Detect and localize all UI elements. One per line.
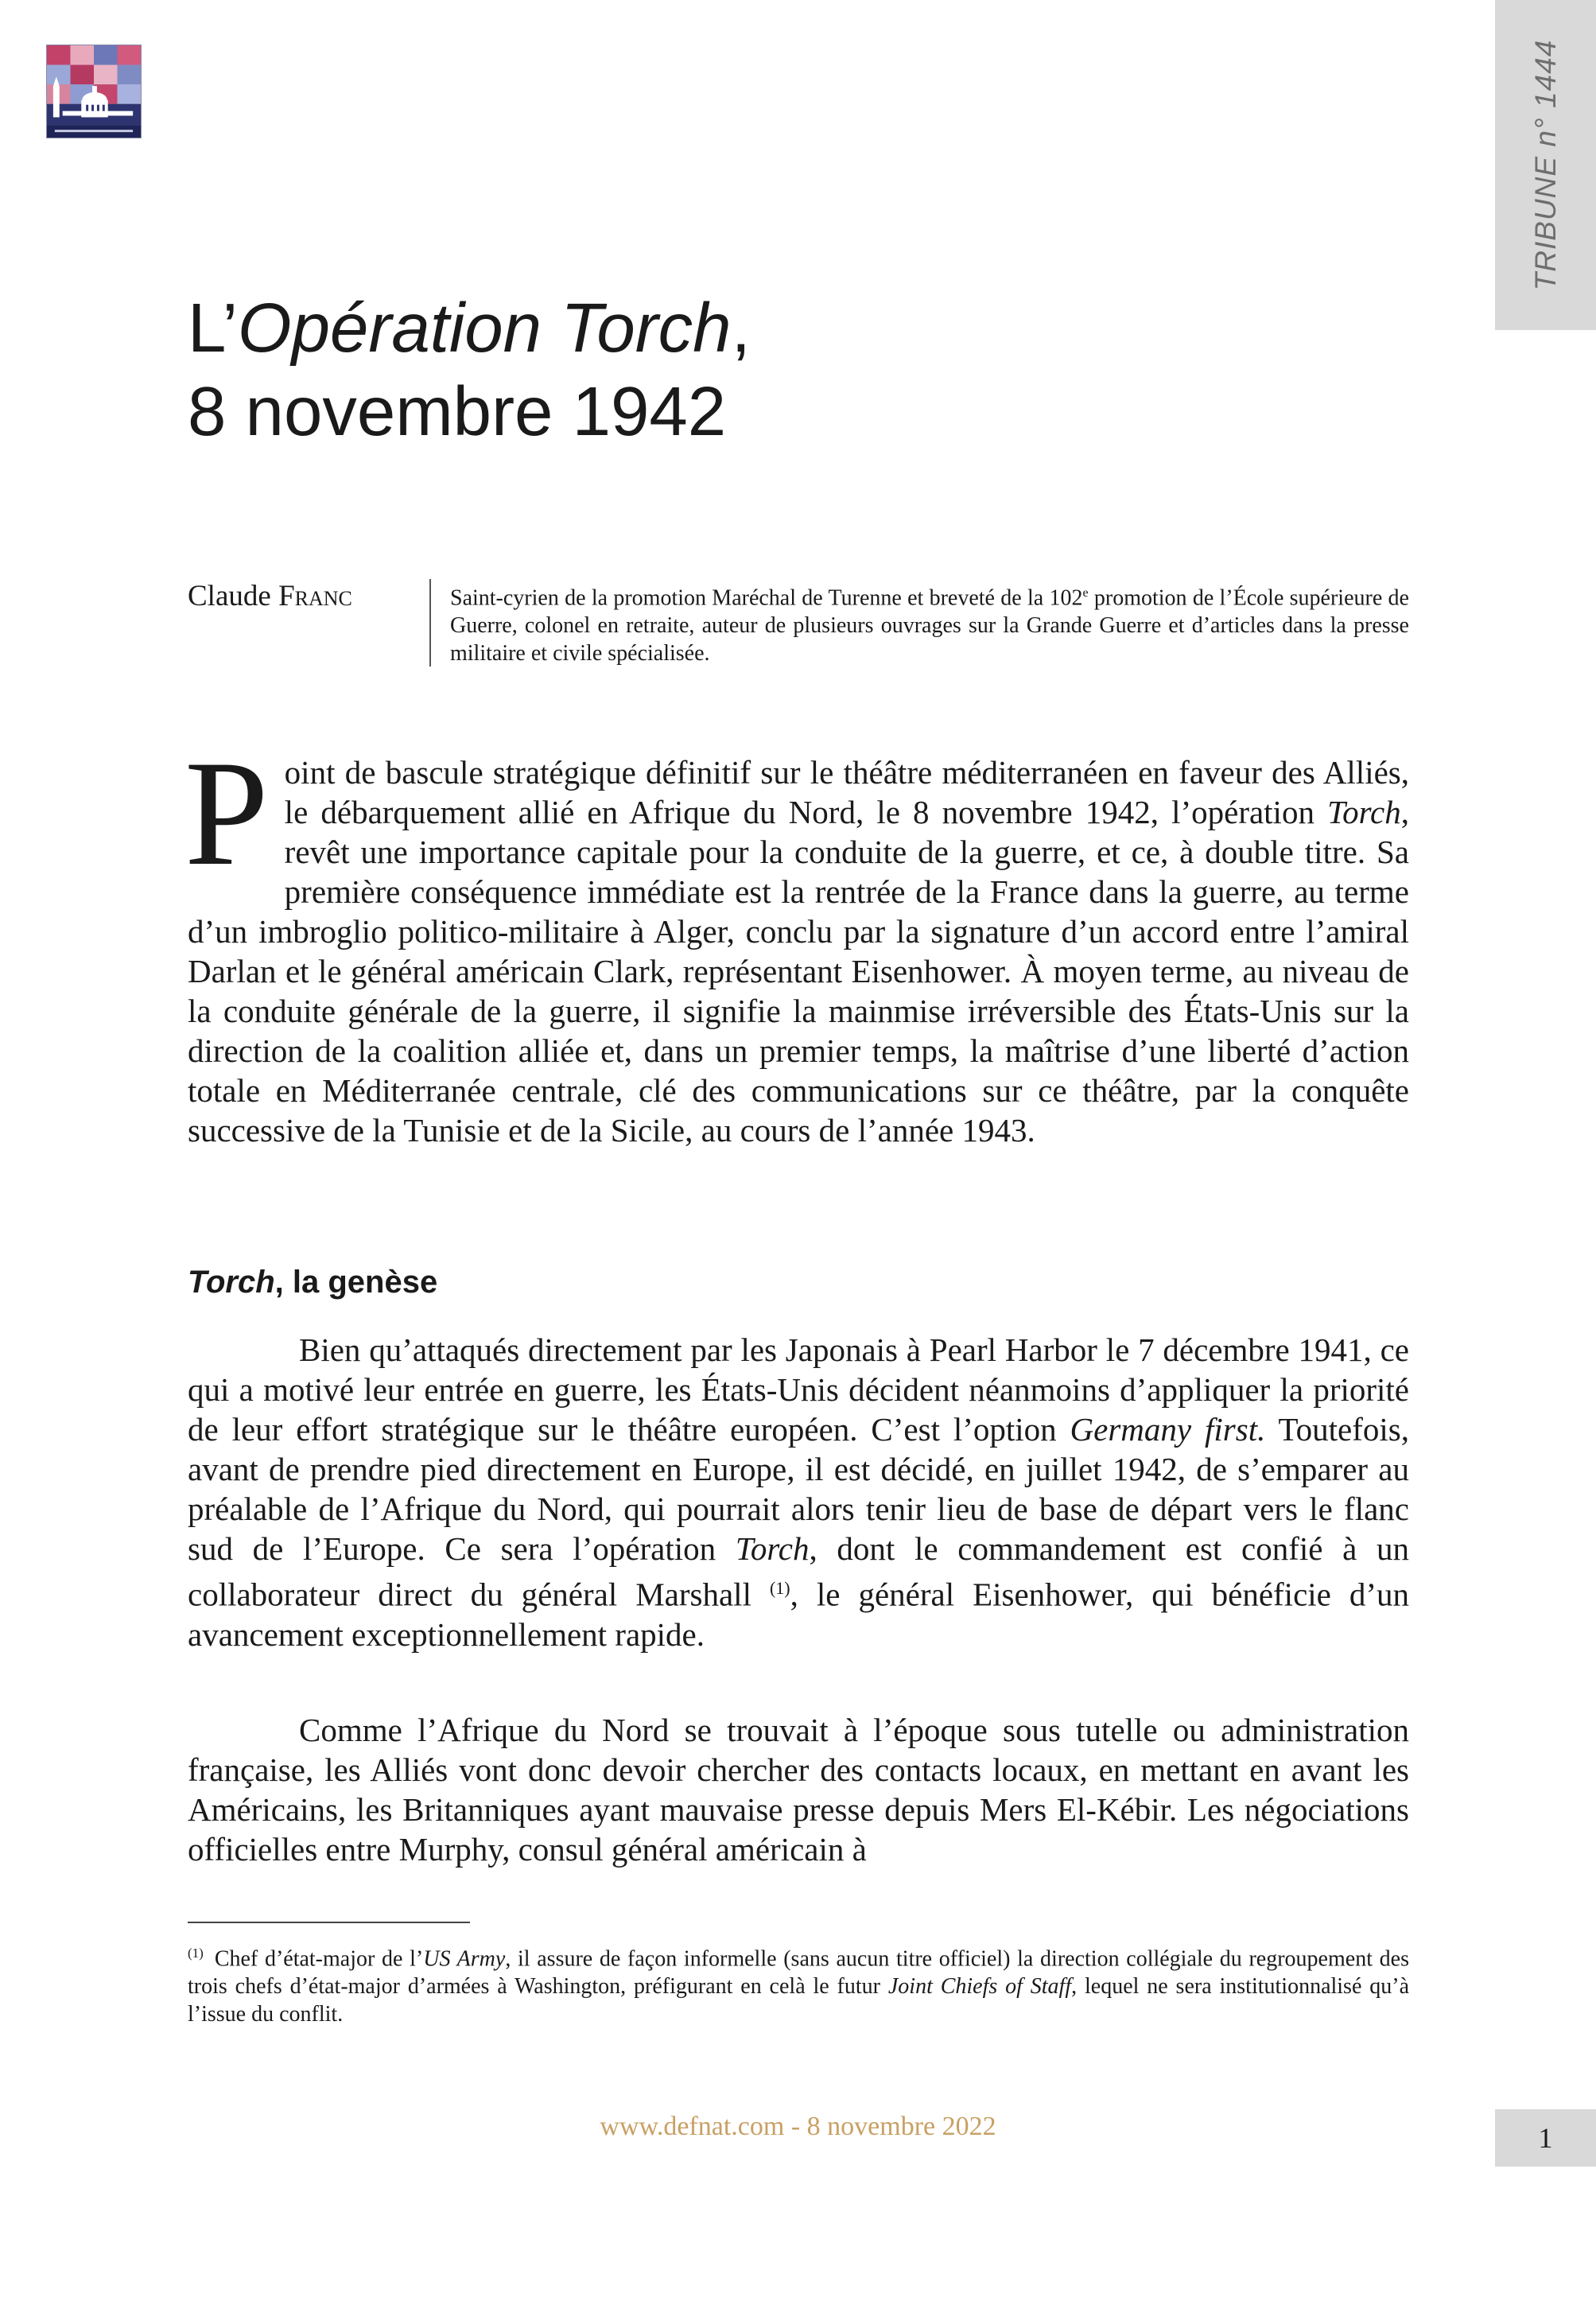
author-bio: Saint-cyrien de la promotion Maréchal de Turenne et breveté de la 102e promotion de l’École supérieure de Guerre, colonel en retraite, auteur de plusieurs ouvrages sur la Grande Guerre et d’articles dans la presse militaire et civile spécialisée. bbox=[450, 585, 1409, 667]
tribune-label: TRIBUNE n° 1444 bbox=[1528, 39, 1562, 291]
article-title bbox=[188, 286, 1380, 453]
footnote: $^{(1)}$ Chef d’état-major de l’US Army, il assure de façon informelle (sans aucun titre officiel) la direction collégiale du regroupement des trois chefs d’état-major d’armées à Washington, préfigurant en celà le futur Joint Chiefs of Staff, lequel ne sera institutionnalisé qu’à l’issue du conflit. bbox=[188, 1945, 1409, 2027]
title-line-1: L’Opération Torch, bbox=[188, 290, 751, 367]
body-paragraph-1: Bien qu’attaqués directement par les Japonais à Pearl Harbor le 7 décembre 1941, ce qui a motivé leur entrée en guerre, les États-Unis décident néanmoins d’appliquer la priorité de leur effort stratégique sur le théâtre européen. C’est l’option Germany first. Toutefois, avant de prendre pied directement en Europe, il est décidé, en juillet 1942, de s’emparer au préalable de l’Afrique du Nord, qui pourrait alors tenir lieu de base de départ vers le flanc sud de l’Europe. Ce sera l’opération Torch, dont le commandement est confié à un collaborateur direct du général Marshall $^{(1)}$, le général Eisenhower, qui bénéficie d’un avancement exceptionnellement rapide. bbox=[188, 1331, 1410, 1653]
footnote-divider bbox=[188, 1922, 470, 1923]
footer-url-date[interactable]: www.defnat.com - 8 novembre 2022 bbox=[600, 2112, 996, 2141]
page-number-label: 1 bbox=[1538, 2122, 1553, 2154]
footnote-ref[interactable]: (1) bbox=[769, 1578, 790, 1598]
logo bbox=[46, 45, 142, 138]
author-divider bbox=[429, 579, 431, 667]
body-paragraph-2: Comme l’Afrique du Nord se trouvait à l’époque sous tutelle ou administration française, les Alliés vont donc devoir chercher des contacts locaux, en mettant en avant les Américains, les Britanniques ayant mauvaise presse depuis Mers El-Kébir. Les négociations officielles entre Murphy, consul général américain à bbox=[188, 1712, 1409, 1868]
tribune-tab bbox=[1495, 0, 1596, 330]
intro-paragraph: Point de bascule stratégique définitif sur le théâtre méditerranéen en faveur des Alliés, le débarquement allié en Afrique du Nord, le 8 novembre 1942, l’opération Torch, revêt une importance capitale pour la conduite de la guerre, et ce, à double titre. Sa première conséquence immédiate est la rentrée de la France dans la guerre, au terme d’un imbroglio politico-militaire à Alger, conclu par la signature d’un accord entre l’amiral Darlan et le général américain Clark, représentant Eisenhower. À moyen terme, au niveau de la conduite générale de la guerre, il signifie la mainmise irréversible des États-Unis sur la direction de la coalition alliée et, dans un premier temps, la maîtrise d’une liberté d’action totale en Méditerranée centrale, clé des communications sur ce théâtre, par la conquête successive de la Tunisie et de la Sicile, au cours de l’année 1943. bbox=[184, 730, 1409, 1149]
drop-cap: P bbox=[184, 730, 269, 897]
section-heading: Torch, la genèse bbox=[188, 1265, 438, 1300]
author-name: Claude Franc bbox=[188, 580, 352, 612]
page-number bbox=[1495, 2109, 1596, 2167]
title-line-2: 8 novembre 1942 bbox=[188, 373, 727, 450]
